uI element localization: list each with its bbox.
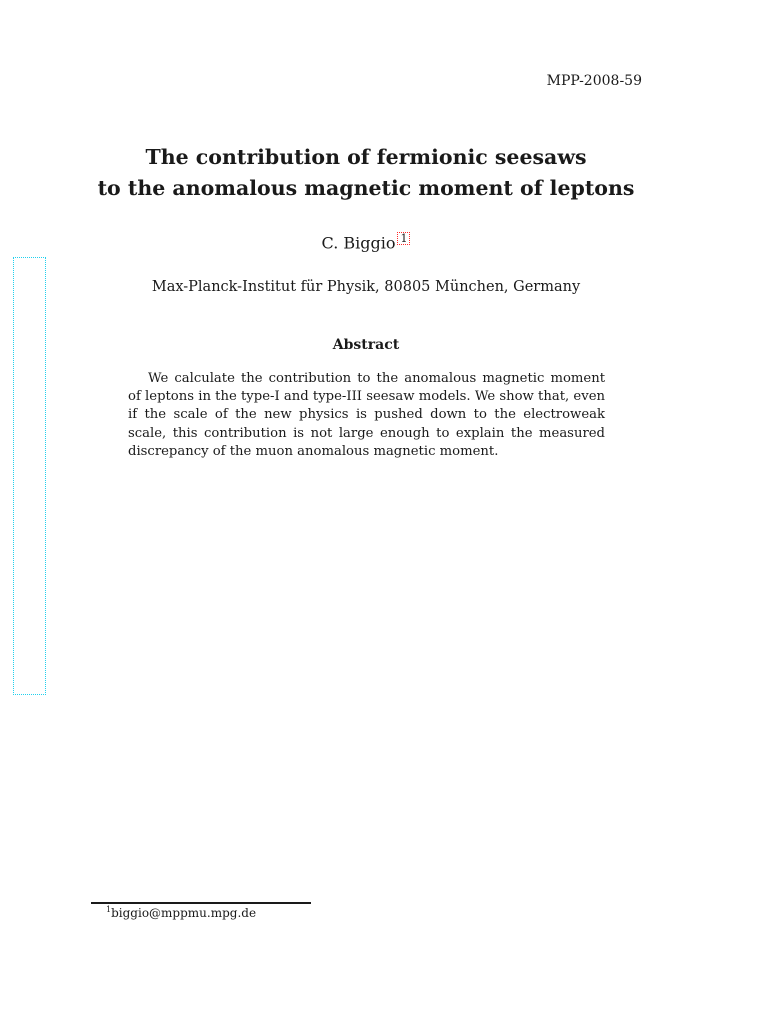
footnote-link[interactable]: 1 [397, 232, 410, 245]
abstract-heading: Abstract [332, 337, 400, 353]
title-line-2: to the anomalous magnetic moment of leptons [97, 176, 635, 200]
title-line-1: The contribution of fermionic seesaws [145, 145, 587, 169]
footnote-rule [91, 902, 311, 904]
affiliation: Max-Planck-Institut für Physik, 80805 München, Germany [151, 279, 581, 295]
footnote-email[interactable]: biggio@mppmu.mpg.de [111, 906, 257, 920]
footnote-number: 1 [106, 905, 112, 914]
author-line [0, 232, 732, 252]
arxiv-side-link-frame[interactable] [13, 257, 46, 695]
abstract-body: We calculate the contribution to the anomalous magnetic moment of leptons in the type-I and type-III seesaw models. We show that, even if the scale of the new physics is pushed down to the electroweak scale, this contribution is not large enough to explain the measured discrepancy of the muon anomalous magnetic moment. [128, 371, 605, 459]
footnote [106, 905, 256, 920]
report-number: MPP-2008-59 [546, 73, 642, 89]
author-name: C. Biggio [321, 233, 396, 253]
paper-title [0, 142, 732, 204]
